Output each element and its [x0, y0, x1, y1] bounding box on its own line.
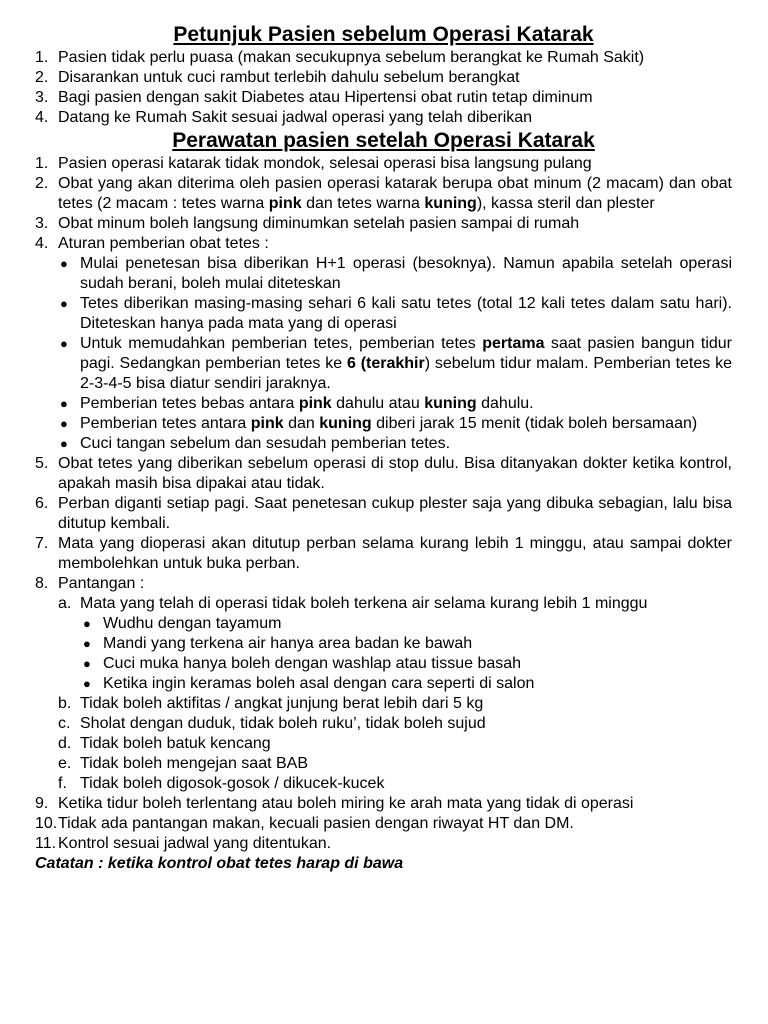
- bullet-icon: ●: [83, 616, 91, 631]
- bold-text: pink: [268, 195, 302, 212]
- before-surgery-list: [35, 48, 732, 128]
- bold-text: kuning: [319, 415, 372, 432]
- bullet-text: Mandi yang terkena air hanya area badan ke bawah: [103, 635, 473, 652]
- list-number: 4.: [35, 109, 49, 126]
- sub-text: Mata yang telah di operasi tidak boleh terkena air selama kurang lebih 1 minggu: [80, 595, 648, 612]
- list-text: Obat yang akan diterima oleh pasien operasi katarak berupa obat minum (2 macam) dan obat tetes (2 macam : tetes warna: [58, 175, 732, 212]
- list-text: Pasien operasi katarak tidak mondok, selesai operasi bisa langsung pulang: [58, 155, 592, 172]
- bullet-text: Untuk memudahkan pemberian tetes, pemberian tetes: [80, 335, 483, 352]
- bullet-text: dahulu.: [476, 395, 534, 412]
- sub-item: [35, 714, 732, 734]
- list-text: Mata yang dioperasi akan ditutup perban selama kurang lebih 1 minggu, atau sampai dokter membolehkan untuk buka perban.: [58, 535, 732, 572]
- list-number: 11.: [35, 835, 57, 852]
- bullet-item: [35, 674, 732, 694]
- bullet-text: Cuci tangan sebelum dan sesudah pemberian tetes.: [80, 435, 451, 452]
- sub-text: Tidak boleh batuk kencang: [80, 735, 271, 752]
- list-text: Pasien tidak perlu puasa (makan secukupnya sebelum berangkat ke Rumah Sakit): [58, 49, 645, 66]
- list-number: 4.: [35, 235, 49, 252]
- list-item: [35, 108, 732, 128]
- sub-item: [35, 594, 732, 614]
- list-text: Disarankan untuk cuci rambut terlebih dahulu sebelum berangkat: [58, 69, 520, 86]
- bullet-icon: ●: [60, 336, 68, 351]
- list-item: [35, 48, 732, 68]
- list-item: [35, 68, 732, 88]
- list-text: Obat tetes yang diberikan sebelum operasi di stop dulu. Bisa ditanyakan dokter ketika kontrol, apakah masih bisa dipakai atau tidak.: [58, 455, 732, 492]
- bullet-text: Cuci muka hanya boleh dengan washlap atau tissue basah: [103, 655, 522, 672]
- list-number: 6.: [35, 495, 49, 512]
- bold-text: kuning: [424, 395, 477, 412]
- list-text: ), kassa steril dan plester: [476, 195, 655, 212]
- list-item: [35, 214, 732, 234]
- list-item: [35, 814, 732, 834]
- bullet-icon: ●: [60, 416, 68, 431]
- sub-text: Sholat dengan duduk, tidak boleh ruku’, tidak boleh sujud: [80, 715, 486, 732]
- list-text: Datang ke Rumah Sakit sesuai jadwal operasi yang telah diberikan: [58, 109, 533, 126]
- bullet-item: [35, 434, 732, 454]
- bullet-item: [35, 654, 732, 674]
- list-text: Kontrol sesuai jadwal yang ditentukan.: [58, 835, 332, 852]
- bullet-item: [35, 634, 732, 654]
- sub-item: [35, 774, 732, 794]
- sub-label: d.: [58, 735, 72, 752]
- sub-text: Tidak boleh digosok-gosok / dikucek-kucek: [80, 775, 385, 792]
- bullet-icon: ●: [60, 296, 68, 311]
- sub-text: Tidak boleh aktifitas / angkat junjung berat lebih dari 5 kg: [80, 695, 484, 712]
- list-item: [35, 88, 732, 108]
- note-text: Catatan : ketika kontrol obat tetes harap di bawa: [35, 855, 404, 872]
- list-item: [35, 574, 732, 594]
- bold-text: pink: [250, 415, 284, 432]
- list-number: 1.: [35, 155, 49, 172]
- list-number: 8.: [35, 575, 49, 592]
- list-item: [35, 834, 732, 854]
- bullet-icon: ●: [60, 396, 68, 411]
- after-surgery-list: [35, 154, 732, 854]
- bullet-icon: ●: [83, 636, 91, 651]
- list-item: [35, 454, 732, 494]
- sub-label: c.: [58, 715, 71, 732]
- bullet-text: Pemberian tetes bebas antara: [80, 395, 299, 412]
- list-item: [35, 234, 732, 254]
- bullet-item: [35, 334, 732, 394]
- list-number: 9.: [35, 795, 49, 812]
- bold-text: 6 (terakhir: [346, 355, 425, 372]
- list-text: dan tetes warna: [301, 195, 425, 212]
- list-text: Obat minum boleh langsung diminumkan setelah pasien sampai di rumah: [58, 215, 580, 232]
- list-item: [35, 154, 732, 174]
- section-title-after-surgery: Perawatan pasien setelah Operasi Katarak: [172, 129, 595, 152]
- bullet-item: [35, 294, 732, 334]
- list-number: 5.: [35, 455, 49, 472]
- sub-text: Tidak boleh mengejan saat BAB: [80, 755, 308, 772]
- list-number: 2.: [35, 175, 49, 192]
- bullet-item: [35, 414, 732, 434]
- bullet-text: Ketika ingin keramas boleh asal dengan cara seperti di salon: [103, 675, 535, 692]
- sub-item: [35, 754, 732, 774]
- bold-text: pertama: [482, 335, 545, 352]
- bold-text: kuning: [424, 195, 477, 212]
- list-item: [35, 534, 732, 574]
- bullet-item: [35, 614, 732, 634]
- bullet-icon: ●: [83, 656, 91, 671]
- sub-label: a.: [58, 595, 72, 612]
- bullet-text: saat pasien bangun tidur pagi. Sedangkan pemberian tetes ke: [80, 335, 733, 372]
- bullet-text: ) sebelum tidur malam. Pemberian tetes ke 2-3-4-5 bisa diatur sendiri jaraknya.: [80, 355, 733, 392]
- bullet-item: [35, 394, 732, 414]
- bullet-text: dan: [283, 415, 320, 432]
- list-text: Bagi pasien dengan sakit Diabetes atau Hipertensi obat rutin tetap diminum: [58, 89, 593, 106]
- bullet-item: [35, 254, 732, 294]
- list-number: 3.: [35, 89, 49, 106]
- bullet-text: Tetes diberikan masing-masing sehari 6 kali satu tetes (total 12 kali tetes dalam satu hari). Diteteskan hanya pada mata yang di operasi: [80, 295, 732, 332]
- list-text: Aturan pemberian obat tetes :: [58, 235, 269, 252]
- document-page: [35, 22, 732, 874]
- sub-label: e.: [58, 755, 72, 772]
- sub-item: [35, 694, 732, 714]
- bullet-text: Mulai penetesan bisa diberikan H+1 operasi (besoknya). Namun apabila setelah operasi sudah berani, boleh mulai diteteskan: [80, 255, 732, 292]
- section-title-before-surgery: Petunjuk Pasien sebelum Operasi Katarak: [173, 23, 594, 46]
- sub-item: [35, 734, 732, 754]
- list-number: 10.: [35, 815, 58, 832]
- list-item: [35, 794, 732, 814]
- list-number: 1.: [35, 49, 49, 66]
- bullet-text: Wudhu dengan tayamum: [103, 615, 282, 632]
- sub-label: f.: [58, 775, 67, 792]
- bullet-text: dahulu atau: [331, 395, 425, 412]
- list-text: Ketika tidur boleh terlentang atau boleh miring ke arah mata yang tidak di operasi: [58, 795, 634, 812]
- list-item: [35, 494, 732, 534]
- bold-text: pink: [298, 395, 332, 412]
- bullet-icon: ●: [60, 436, 68, 451]
- list-text: Pantangan :: [58, 575, 145, 592]
- list-item: [35, 174, 732, 214]
- bullet-text: Pemberian tetes antara: [80, 415, 251, 432]
- bullet-text: diberi jarak 15 menit (tidak boleh bersamaan): [371, 415, 698, 432]
- list-number: 3.: [35, 215, 49, 232]
- bullet-icon: ●: [83, 676, 91, 691]
- list-number: 7.: [35, 535, 49, 552]
- list-text: Tidak ada pantangan makan, kecuali pasien dengan riwayat HT dan DM.: [58, 815, 574, 832]
- sub-label: b.: [58, 695, 72, 712]
- list-number: 2.: [35, 69, 49, 86]
- list-text: Perban diganti setiap pagi. Saat penetesan cukup plester saja yang dibuka sebagian, lalu bisa ditutup kembali.: [58, 495, 732, 532]
- bullet-icon: ●: [60, 256, 68, 271]
